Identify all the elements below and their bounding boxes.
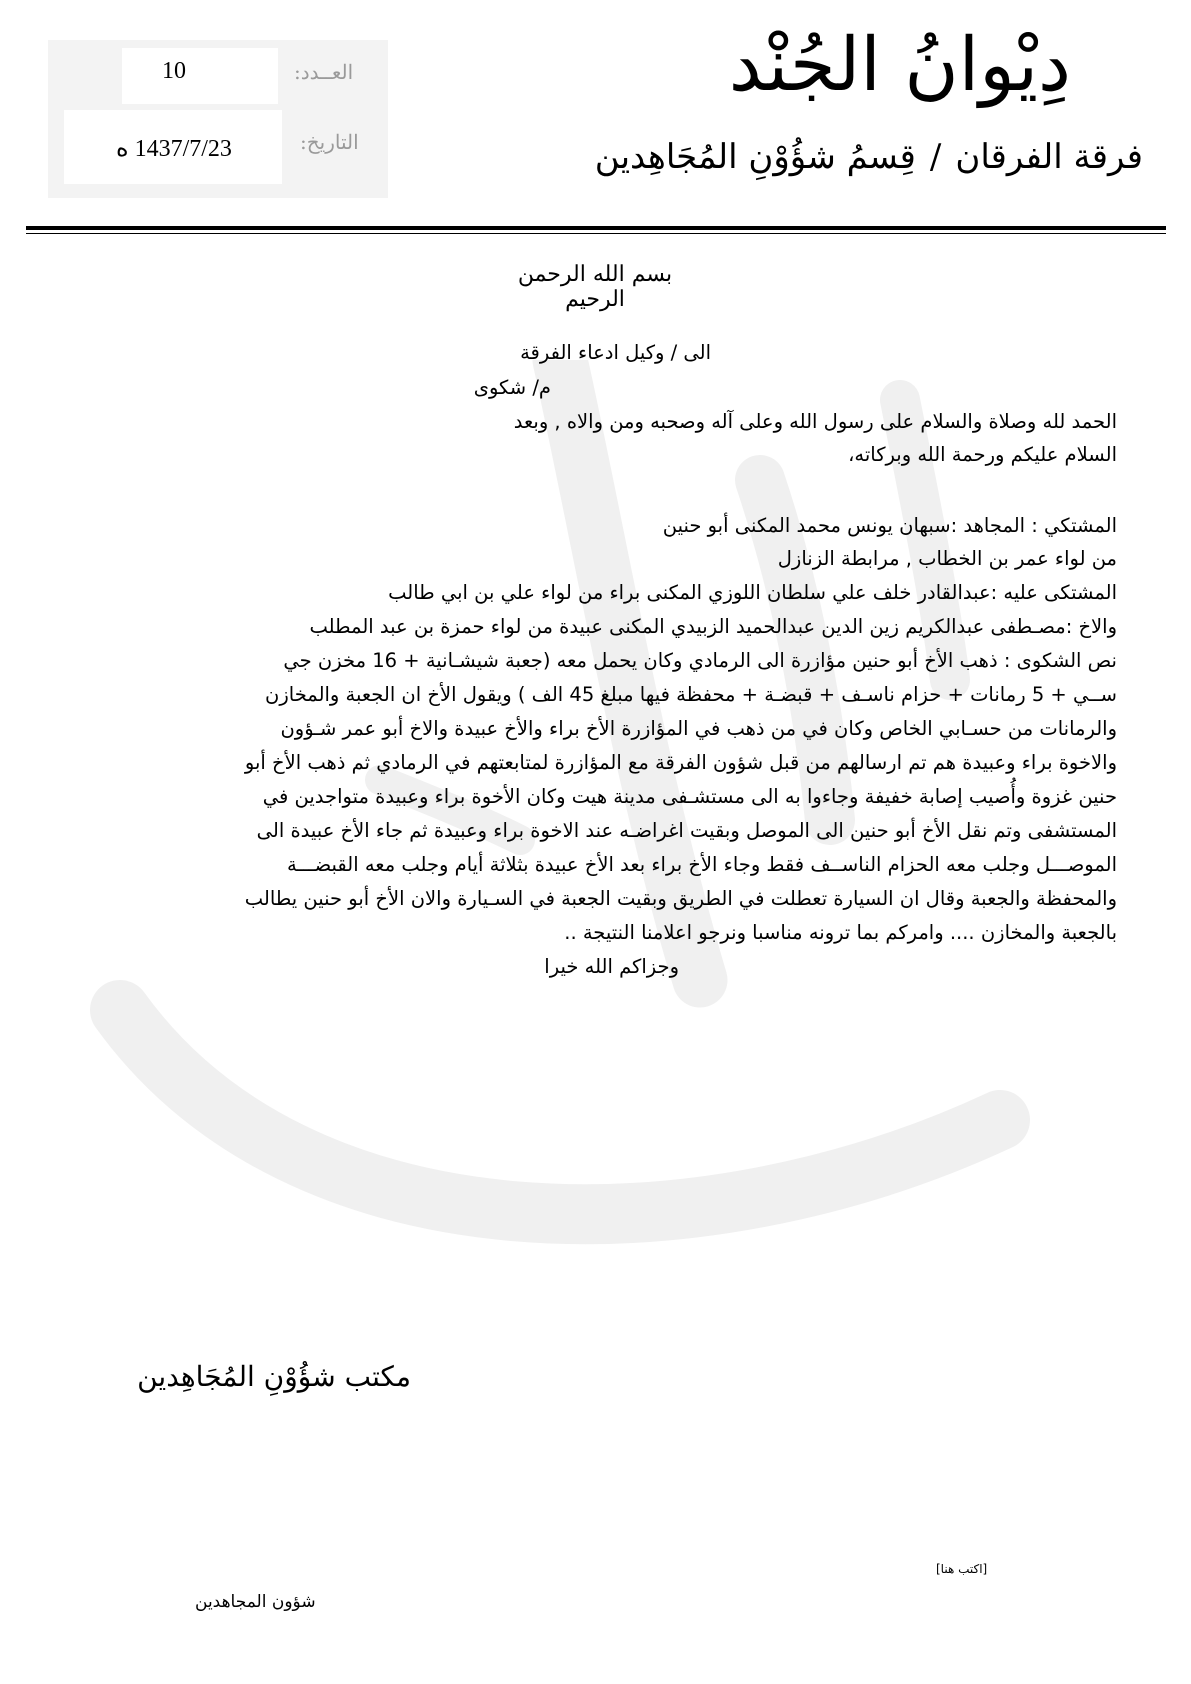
second-defendant-line: والاخ :مصـطفى عبدالكريم زين الدين عبدالحميد الزبيدي المكنى عبيدة من لواء حمزة بن عبد المطلب [309, 615, 1117, 638]
recipient-line: الى / وكيل ادعاء الفرقة [520, 341, 711, 364]
complaint-line: بالجعبة والمخازن .... وامركم بما ترونه مناسبا ونرجو اعلامنا النتيجة .. [564, 921, 1117, 944]
header-rule-thin [26, 233, 1166, 234]
complaint-line: المستشفى وتم نقل الأخ أبو حنين الى الموصل وبقيت اغراضـه عند الاخوة براء وعبيدة ثم جاء الأخ عبيدة الى [256, 819, 1117, 842]
date-label: التاريخ: [300, 130, 359, 154]
division-name: فرقة الفرقان [955, 137, 1143, 177]
number-value: 10 [162, 58, 186, 84]
basmala: بسم الله الرحمن الرحيم [517, 262, 673, 312]
date-value: 1437/7/23 ه [116, 136, 232, 162]
diwan-logo-text: دِيْوانُ الجُنْد [728, 22, 1071, 108]
complaint-line: والاخوة براء وعبيدة هم تم ارسالهم من قبل شؤون الفرقة مع المؤازرة لمتابعتهم في الرمادي ثم ذهب الأخ أبو [244, 751, 1117, 774]
greeting-line-2: السلام عليكم ورحمة الله وبركاته، [848, 443, 1117, 466]
separator: / [929, 137, 942, 177]
complaint-line: الموصـــل وجلب معه الحزام الناســف فقط وجاء الأخ براء بعد الأخ عبيدة بثلاثة أيام وجلب معه القبضـــة [287, 853, 1117, 876]
complaint-line: حنين غزوة وأُصيب إصابة خفيفة وجاءوا به الى مستشـفى مدينة هيت وكان الأخوة براء وعبيدة متواجدين في [262, 785, 1117, 808]
department-line [594, 137, 1143, 177]
complainant-unit-line: من لواء عمر بن الخطاب , مرابطة الزنازل [777, 547, 1117, 570]
header-rule [26, 226, 1166, 230]
closing-line: وجزاكم الله خيرا [544, 955, 679, 978]
greeting-line-1: الحمد لله وصلاة والسلام على رسول الله وعلى آله وصحبه ومن والاه , وبعد [513, 410, 1117, 433]
complainant-line: المشتكي : المجاهد :سبهان يونس محمد المكنى أبو حنين [662, 514, 1117, 537]
number-cell [122, 48, 278, 104]
footer-signature: شؤون المجاهدين [195, 1592, 316, 1612]
complaint-line: والرمانات من حسـابي الخاص وكان في من ذهب في المؤازرة الأخ براء والأخ عبيدة والاخ أبو عمر شـؤون [280, 717, 1117, 740]
section-name: قِسمُ شؤُوْنِ المُجَاهِدين [594, 137, 916, 177]
write-here-placeholder[interactable]: [اكتب هنا] [936, 1562, 988, 1576]
defendant-line: المشتكى عليه :عبدالقادر خلف علي سلطان اللوزي المكنى براء من لواء علي بن ابي طالب [388, 581, 1117, 604]
complaint-line: ســي + 5 رمانات + حزام ناسـف + قبضـة + محفظة فيها مبلغ 45 الف ) ويقول الأخ ان الجعبة والمخازن [265, 683, 1117, 706]
complaint-line: نص الشكوى : ذهب الأخ أبو حنين مؤازرة الى الرمادي وكان يحمل معه (جعبة شيشـانية + 16 مخزن جي [283, 649, 1117, 672]
number-label: العــدد: [294, 60, 354, 84]
subject-line: م/ شكوى [473, 376, 551, 399]
complaint-line: والمحفظة والجعبة وقال ان السيارة تعطلت في الطريق وبقيت الجعبة في السـيارة والان الأخ أبو حنين يطالب [244, 887, 1117, 910]
office-signature-title: مكتب شؤُوْنِ المُجَاهِدين [137, 1360, 411, 1393]
